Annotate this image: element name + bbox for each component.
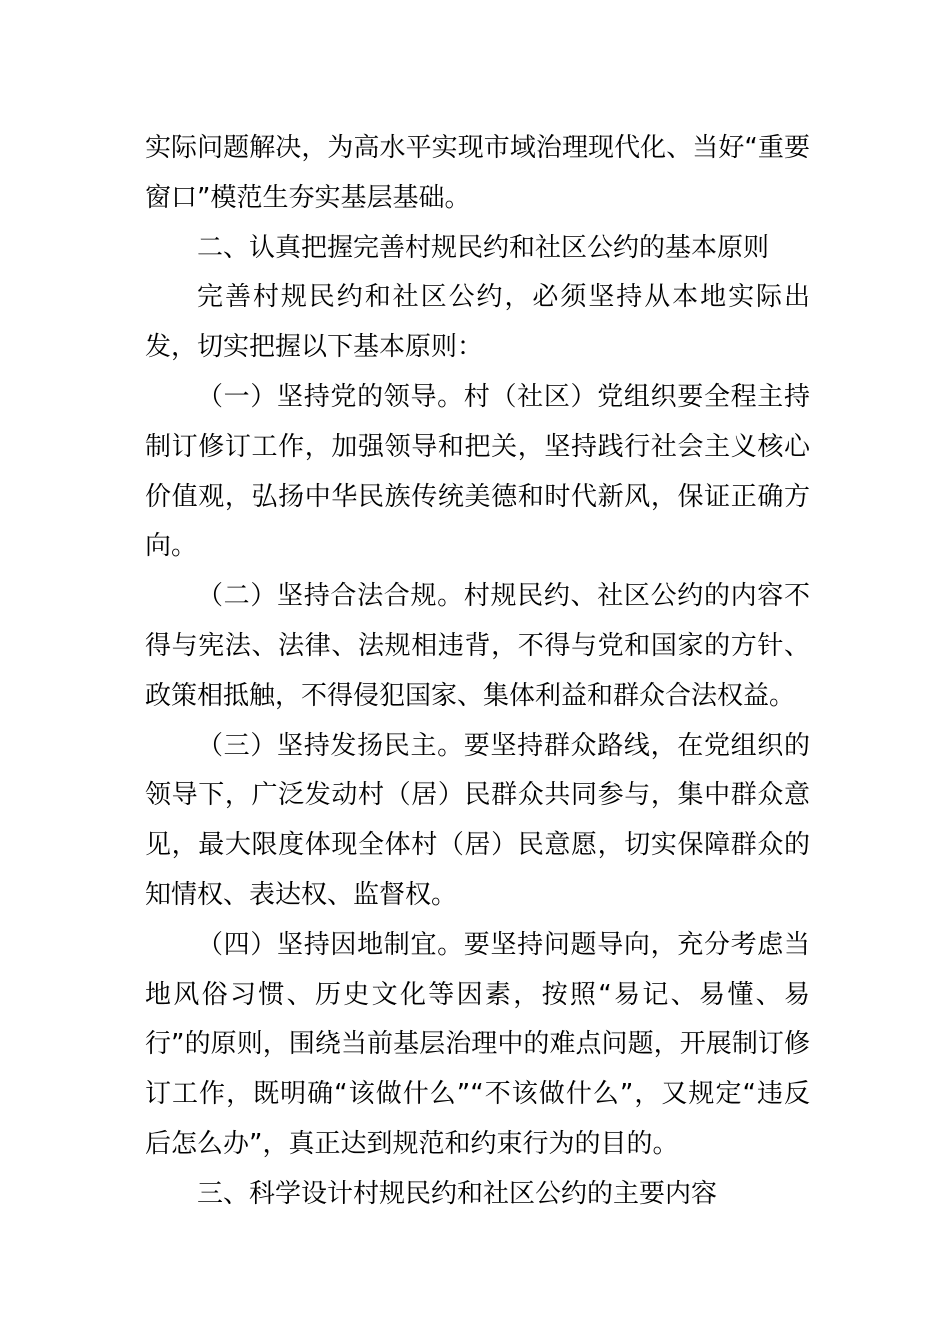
paragraph-continuation: 实际问题解决，为高水平实现市域治理现代化、当好“重要窗口”模范生夯实基层基础。 bbox=[145, 133, 810, 213]
paragraph-principles-intro: 完善村规民约和社区公约，必须坚持从本地实际出发，切实把握以下基本原则： bbox=[145, 282, 810, 363]
paragraph-principle-three: （三）坚持发扬民主。要坚持群众路线，在党组织的领导下，广泛发动村（居）民群众共同参与，集中群众意见，最大限度体现全体村（居）民意愿，切实保障群众的知情权、表达权、监督权。 bbox=[145, 730, 810, 910]
paragraph-principle-two: （二）坚持合法合规。村规民约、社区公约的内容不得与宪法、法律、法规相违背，不得与党和国家的方针、政策相抵触，不得侵犯国家、集体利益和群众合法权益。 bbox=[145, 581, 810, 711]
document-page bbox=[145, 124, 810, 1220]
section-heading-two: 二、认真把握完善村规民约和社区公约的基本原则 bbox=[197, 232, 770, 263]
paragraph-principle-one: （一）坚持党的领导。村（社区）党组织要全程主持制订修订工作，加强领导和把关，坚持践行社会主义核心价值观，弘扬中华民族传统美德和时代新风，保证正确方向。 bbox=[145, 381, 810, 562]
paragraph-principle-four: （四）坚持因地制宜。要坚持问题导向，充分考虑当地风俗习惯、历史文化等因素，按照“易记、易懂、易行”的原则，围绕当前基层治理中的难点问题，开展制订修订工作，既明确“该做什么”“不该做什么”，又规定“违反后怎么办”，真正达到规范和约束行为的目的。 bbox=[145, 929, 810, 1159]
section-heading-three: 三、科学设计村规民约和社区公约的主要内容 bbox=[197, 1178, 718, 1209]
